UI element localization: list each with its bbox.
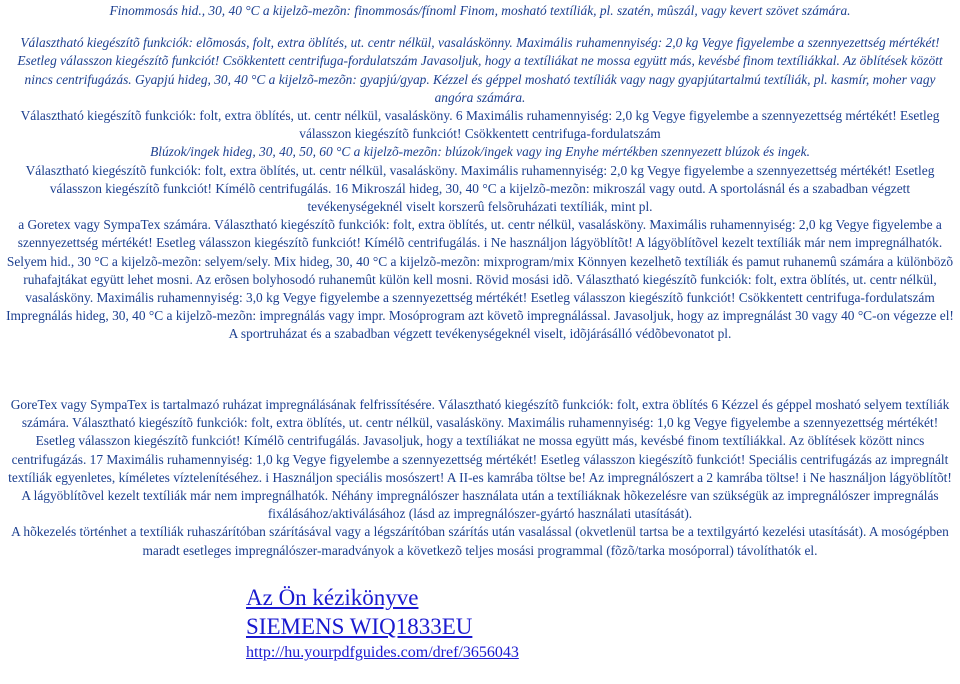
paragraph-options-gyapju: Választható kiegészítõ funkciók: elõmosás, folt, extra öblítés, ut. centr nélkül, vasaláskönny. Maximális ruhamennyiség: 2,0 kg Vegye figyelembe a szennyezettség mértékét! Esetleg válasszon kiegészítõ funkciót! Csökkentett centrifuga-fordulatszám Javasoljuk, hogy a textíliákat ne mossa együtt más, kevésbé finom textíliákkal. Az öblítések között nincs centrifugázás. Gyapjú hideg, 30, 40 °C a kijelzõ-mezõn: gyapjú/gyap. Kézzel és géppel mosható textíliák vagy nagy gyapjútartalmú textíliák, pl. kasmír, moher vagy angóra számára. [17,35,943,105]
manual-link-footer [246,584,946,664]
manual-model-link[interactable]: SIEMENS WIQ1833EU [246,614,473,639]
paragraph-options-6: Választható kiegészítõ funkciók: folt, extra öblítés, ut. centr nélkül, vasalásköny. 6 Maximális ruhamennyiség: 2,0 kg Vegye figyelembe a szennyezettség mértékét! Esetleg válasszon kiegészítõ funkciót! Csökkentett centrifuga-fordulatszám [20,108,940,142]
paragraph-goretex: a Goretex vagy SympaTex számára. Választható kiegészítõ funkciók: folt, extra öblítés, ut. centr nélkül, vasalásköny. Maximális ruhamennyiség: 2,0 kg Vegye figyelembe a szennyezettség mértékét! Esetleg válasszon kiegészítõ funkciót! Kímélõ centrifugálás. i Ne használjon lágyöblítõt! A lágyöblítõvel kezelt textíliák már nem impregnálhatók. [17,217,943,251]
manual-title-link[interactable]: Az Ön kézikönyve [246,585,419,610]
document-bottom-section [0,396,960,560]
paragraph-finommosas: Finommosás hid., 30, 40 °C a kijelzõ-mezõn: finommosás/fínoml Finom, mosható textíliák, pl. szatén, mûszál, vagy kevert szövet számára. [109,3,851,18]
paragraph-bluzok-ingek: Blúzok/ingek hideg, 30, 40, 50, 60 °C a kijelzõ-mezõn: blúzok/ingek vagy ing Enyhe mértékben szennyezett blúzok és ingek. [150,144,810,160]
manual-url-link[interactable]: http://hu.yourpdfguides.com/dref/3656043 [246,644,519,661]
paragraph-selyem-mix-impregnalas: Selyem hid., 30 °C a kijelzõ-mezõn: selyem/sely. Mix hideg, 30, 40 °C a kijelzõ-mezõn: mixprogram/mix Könnyen kezelhetõ textíliák és pamut ruhanemû számára a különbözõ ruhafajtákat együtt lehet mosni. Az erõsen bolyhosodó ruhanemût külön kell mosni. Rövid mosási idõ. Választható kiegészítõ funkciók: folt, extra öblítés, ut. centr nélkül, vasalásköny. Maximális ruhamennyiség: 3,0 kg Vegye figyelembe a szennyezettség mértékét! Esetleg válasszon kiegészítõ funkciót! Csökkentett centrifuga-fordulatszám Impregnálás hideg, 30, 40 °C a kijelzõ-mezõn: impregnálás vagy impr. Mosóprogram azt követõ impregnálással. Javasoljuk, hogy az impregnálást 30 vagy 40 °C-on végezze el! A sportruházat és a szabadban végzett tevékenységeknél viselt, idõjárásálló védõbevonatot pl. [6,253,954,342]
paragraph-hokezeles: A hõkezelés történhet a textíliák ruhaszárítóban szárításával vagy a légszárítóban szárítás után vasalással (okvetlenül tartsa be a textilgyártó kezelési utasítását). A mosógépben maradt esetleges impregnálószer-maradványok a következõ teljes mosási programmal (fõzõ/tarka mosóporral) távolíthatók el. [11,524,949,558]
document-top-section [0,2,960,344]
spacer [0,20,960,34]
paragraph-goretex-impregnalas: GoreTex vagy SympaTex is tartalmazó ruházat impregnálásának felfrissítésére. Választható kiegészítõ funkciók: folt, extra öblítés 6 Kézzel és géppel mosható selyem textíliák számára. Választható kiegészítõ funkciók: folt, extra öblítés, ut. centr nélkül, vasalásköny. Maximális ruhamennyiség: 1,0 kg Vegye figyelembe a szennyezettség mértékét! Esetleg válasszon kiegészítõ funkciót! Kímélõ centrifugálás. Javasoljuk, hogy a textíliákat ne mossa együtt más, kevésbé finom textíliákkal. Az öblítések között nincs centrifugázás. 17 Maximális ruhamennyiség: 1,0 kg Vegye figyelembe a szennyezettség mértékét! Esetleg válasszon kiegészítõ funkciót! Speciális centrifugázás az impregnált textíliák egyenletes, kíméletes víztelenítéséhez. i Használjon speciális mosószert! A II-es kamrába töltse be! Az impregnálószert a 2 kamrába töltse! i Ne használjon lágyöblítõt! A lágyöblítõvel kezelt textíliák már nem impregnálhatók. Néhány impregnálószer használata után a textíliáknak hõkezelésre van szükségük az impregnálószer impregnálás fixálásához/aktiválásához (lásd az impregnálószer-gyártó használati utasítását). [8,397,952,522]
paragraph-mikroszal: Választható kiegészítõ funkciók: folt, extra öblítés, ut. centr nélkül, vasalásköny. Maximális ruhamennyiség: 2,0 kg Vegye figyelembe a szennyezettség mértékét! Esetleg válasszon kiegészítõ funkciót! Kímélõ centrifugálás. 16 Mikroszál hideg, 30, 40 °C a kijelzõ-mezõn: mikroszál vagy outd. A sportolásnál és a szabadban végzett tevékenységeknél viselt korszerû felsõruházati textíliák, mint pl. [25,162,935,215]
